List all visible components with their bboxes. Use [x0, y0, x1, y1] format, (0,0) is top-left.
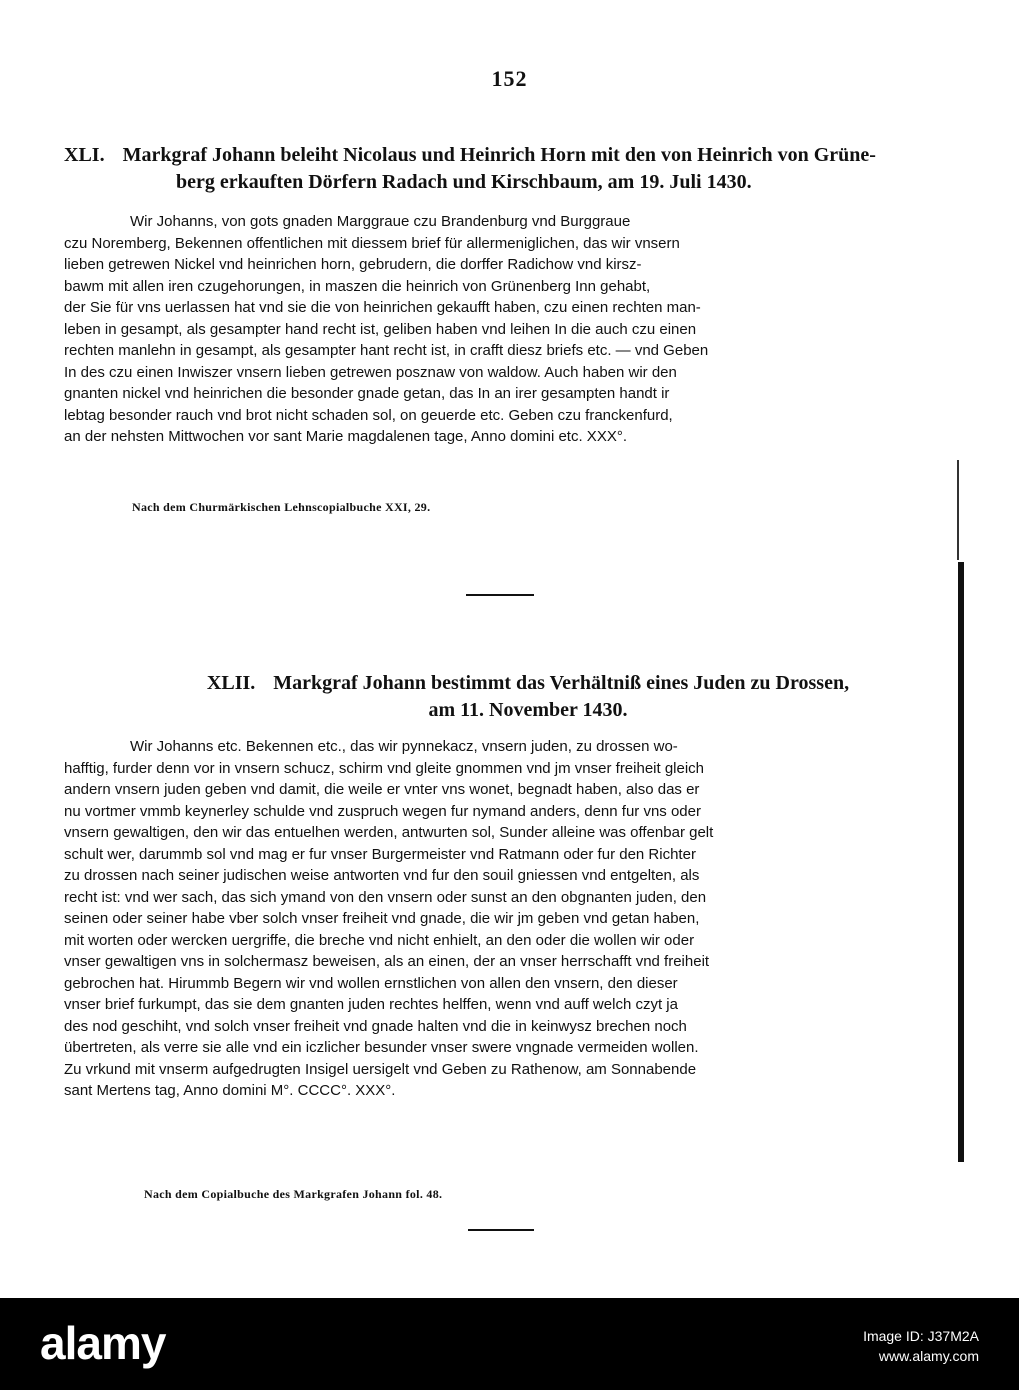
- text-line: der Sie für vns uerlassen hat vnd sie die von heinrichen gekaufft haben, czu einen rechten man-: [64, 299, 701, 316]
- text-line: andern vnsern juden geben vnd damit, die weile er vnter vns wonet, begnadt haben, also das er: [64, 781, 700, 798]
- text-line: czu Noremberg, Bekennen offentlichen mit diessem brief für allermeniglichen, das wir vnsern: [64, 234, 680, 252]
- section-heading-41: [64, 142, 944, 196]
- text-line: rechten manlehn in gesampt, als gesampter hant recht ist, in crafft diesz briefs etc. — vnd Geben: [64, 342, 709, 359]
- text-line: seinen oder seiner habe vber solch vnser freiheit vnd gnade, die wir jm geben vnd getan haben,: [64, 910, 700, 927]
- site-url: www.alamy.com: [878, 1348, 979, 1364]
- text-line: übertreten, als verre sie alle vnd ein iczlicher besunder vnser swere vngnade vermeiden wollen.: [64, 1039, 699, 1056]
- heading-line-1: [64, 142, 944, 169]
- text-line: vnser gewaltigen vns in solchermasz beweisen, als an einen, der an vnser herrschafft vnd freiheit: [64, 953, 710, 970]
- image-id: Image ID: J37M2A: [863, 1328, 979, 1344]
- section-divider: [468, 1229, 534, 1231]
- document-body-42: [64, 736, 713, 1102]
- section-number: XLI.: [64, 144, 105, 166]
- heading-title: Markgraf Johann beleiht Nicolaus und Heinrich Horn mit den von Heinrich von Grüne-: [122, 144, 876, 166]
- text-line: Zu vrkund mit vnserm aufgedrugten Insigel uersigelt vnd Geben zu Rathenow, am Sonnabende: [64, 1060, 697, 1078]
- margin-mark: [957, 460, 959, 560]
- text-line: In des czu einen Inwiszer vnsern lieben getrewen posznaw von waldow. Auch haben wir den: [64, 363, 677, 381]
- section-divider: [466, 594, 534, 596]
- text-line: leben in gesampt, als gesampter hand recht ist, geliben haben vnd leihen In die auch czu einen: [64, 320, 697, 338]
- heading-line-2: berg erkauften Dörfern Radach und Kirschbaum, am 19. Juli 1430.: [176, 171, 752, 193]
- text-line: lebtag besonder rauch vnd brot nicht schaden sol, on geuerde etc. Geben czu franckenfurd,: [64, 406, 673, 424]
- brand-logo: alamy: [40, 1317, 166, 1369]
- text-line: nu vortmer vmmb keynerley schulde vnd zuspruch wegen fur nymand anders, denn fur vns oder: [64, 802, 701, 820]
- text-line: Wir Johanns etc. Bekennen etc., das wir pynnekacz, vnsern juden, zu drossen wo-: [130, 738, 678, 755]
- source-note-41: Nach dem Churmärkischen Lehnscopialbuche XXI, 29.: [132, 500, 431, 514]
- text-line: schult wer, darummb sol vnd mag er fur vnser Burgermeister vnd Ratmann oder fur den Richter: [64, 845, 696, 863]
- text-line: Wir Johanns, von gots gnaden Marggraue czu Brandenburg vnd Burggraue: [130, 213, 631, 230]
- text-line: lieben getrewen Nickel vnd heinrichen horn, gebrudern, die dorffer Radichow vnd kirsz-: [64, 256, 642, 273]
- heading-line-2: am 11. November 1430.: [428, 699, 628, 721]
- source-note-42: Nach dem Copialbuche des Markgrafen Johann fol. 48.: [144, 1187, 443, 1201]
- heading-title: Markgraf Johann bestimmt das Verhältniß eines Juden zu Drossen,: [273, 672, 850, 694]
- heading-line-1: [148, 670, 908, 697]
- text-line: vnser brief furkumpt, das sie dem gnanten juden rechtes helffen, wenn vnd auff welch czyt ja: [64, 996, 678, 1013]
- page-number: 152: [491, 66, 528, 91]
- text-line: an der nehsten Mittwochen vor sant Marie magdalenen tage, Anno domini etc. XXX°.: [64, 428, 627, 445]
- text-line: recht ist: vnd wer sach, das sich ymand von den vnsern oder sunst an den obgnanten juden, den: [64, 888, 707, 906]
- text-line: gnanten nickel vnd heinrichen die besonder gnade getan, das In an irer gesampten handt ir: [64, 385, 670, 402]
- text-line: vnsern gewaltigen, den wir das entuelhen werden, antwurten sol, Sunder alleine was offenbar gelt: [64, 824, 714, 841]
- text-line: mit worten oder wercken uergriffe, die breche vnd nicht enhielt, an den oder die wollen wir oder: [64, 931, 695, 949]
- margin-bar: [958, 562, 964, 1162]
- stock-footer: [0, 1298, 1019, 1390]
- image-info: [863, 1326, 979, 1366]
- text-line: bawm mit allen iren czugehorungen, in maszen die heinrich von Grünenberg Inn gehabt,: [64, 277, 651, 295]
- text-line: des nod geschiht, vnd solch vnser freiheit vnd gnade halten vnd die in keinwysz brechen noch: [64, 1017, 687, 1035]
- text-line: sant Mertens tag, Anno domini M°. CCCC°. XXX°.: [64, 1082, 396, 1099]
- document-body-41: [64, 211, 708, 448]
- section-number: XLII.: [206, 672, 256, 694]
- text-line: gebrochen hat. Hirummb Begern wir vnd wollen ernstlichen von allen den vnsern, den dieser: [64, 974, 678, 992]
- section-heading-42: [148, 670, 908, 724]
- text-line: zu drossen nach seiner judischen weise antworten vnd fur den souil gniessen vnd entgelten, als: [64, 867, 700, 884]
- text-line: hafftig, furder denn vor in vnsern schucz, schirm vnd gleite gnommen vnd jm vnser freiheit gleich: [64, 759, 705, 777]
